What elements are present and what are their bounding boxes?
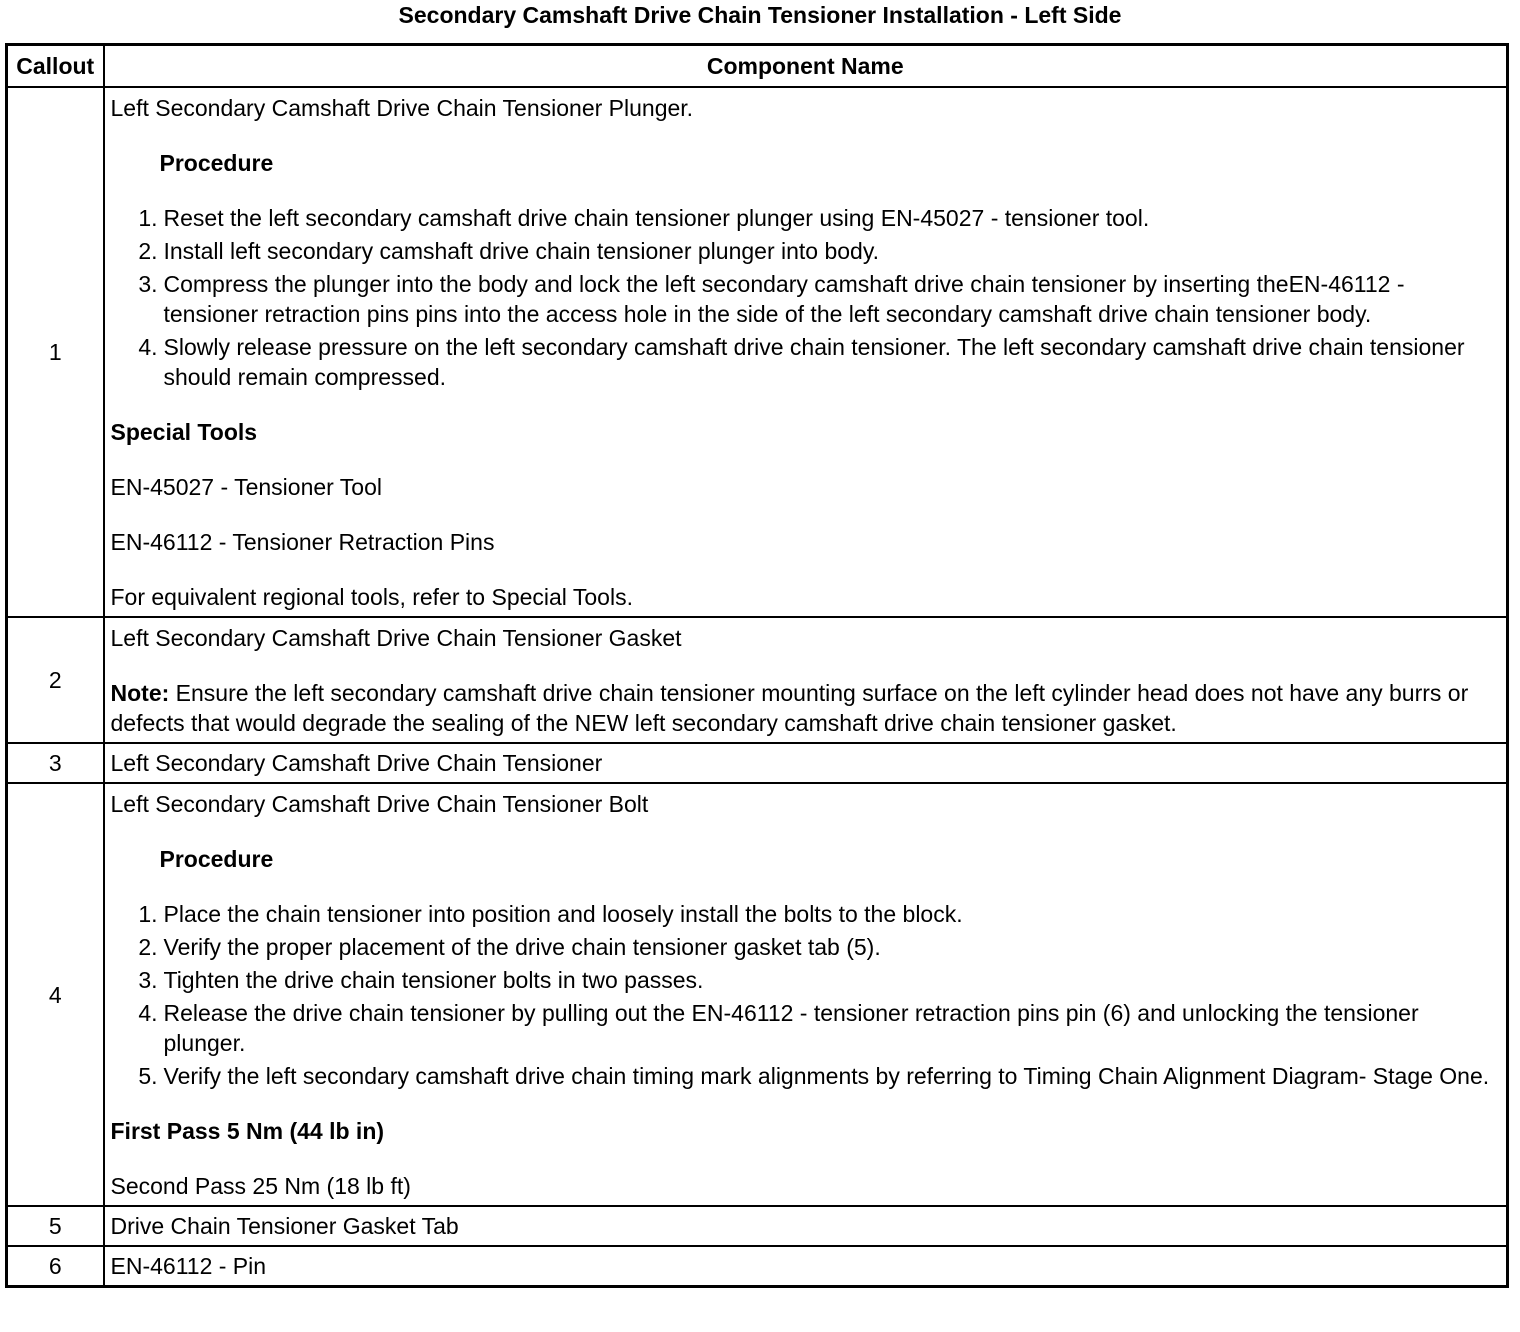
callout-table	[5, 43, 1509, 1288]
callout-number: 1	[7, 87, 104, 617]
procedure-step: 1. Place the chain tensioner into position and loosely install the bolts to the block.	[138, 901, 963, 927]
component-name: Left Secondary Camshaft Drive Chain Tensioner	[104, 743, 1508, 783]
special-tools-label: Special Tools	[110, 419, 258, 445]
procedure-step: 4. Slowly release pressure on the left secondary camshaft drive chain tensioner. The left secondary camshaft drive chain tensioner should remain compressed.	[138, 334, 1465, 390]
procedure-step: 2. Verify the proper placement of the drive chain tensioner gasket tab (5).	[138, 934, 881, 960]
component-name: EN-46112 - Pin	[104, 1246, 1508, 1287]
table-row	[7, 87, 1508, 617]
note-text: Ensure the left secondary camshaft drive chain tensioner mounting surface on the left cylinder head does not have any burrs or defects that would degrade the sealing of the NEW left secondary camshaft drive chain tensioner gasket.	[110, 680, 1469, 736]
torque-first-pass: First Pass 5 Nm (44 lb in)	[110, 1118, 385, 1144]
header-component-name: Component Name	[104, 45, 1508, 88]
callout-number: 4	[7, 783, 104, 1206]
note	[111, 678, 1501, 738]
table-row	[7, 1246, 1508, 1287]
procedure-steps	[111, 203, 1501, 392]
callout-number: 5	[7, 1206, 104, 1246]
torque-second-pass: Second Pass 25 Nm (18 lb ft)	[110, 1173, 411, 1199]
component-cell	[104, 783, 1508, 1206]
document-title: Secondary Camshaft Drive Chain Tensioner Installation - Left Side	[398, 2, 1122, 28]
special-tool-item: EN-46112 - Tensioner Retraction Pins	[110, 529, 495, 555]
procedure-step: 2. Install left secondary camshaft drive chain tensioner plunger into body.	[138, 238, 880, 264]
table-header-row	[7, 45, 1508, 88]
callout-number: 2	[7, 617, 104, 743]
regional-tools-note: For equivalent regional tools, refer to Special Tools.	[110, 584, 633, 610]
callout-number: 6	[7, 1246, 104, 1287]
procedure-label: Procedure	[159, 150, 274, 176]
procedure-step: 4. Release the drive chain tensioner by pulling out the EN-46112 - tensioner retraction pins pin (6) and unlocking the tensioner plunger.	[138, 1000, 1419, 1056]
component-name: Left Secondary Camshaft Drive Chain Tensioner Gasket	[110, 625, 682, 651]
procedure-label: Procedure	[159, 846, 274, 872]
procedure-step: 1. Reset the left secondary camshaft drive chain tensioner plunger using EN-45027 - tensioner tool.	[138, 205, 1150, 231]
procedure-step: 3. Compress the plunger into the body and lock the left secondary camshaft drive chain tensioner by inserting theEN-46112 - tensioner retraction pins pins into the access hole in the side of the left secondary camshaft drive chain tensioner body.	[138, 271, 1405, 327]
component-cell	[104, 87, 1508, 617]
component-name: Left Secondary Camshaft Drive Chain Tensioner Bolt	[110, 791, 649, 817]
component-name: Drive Chain Tensioner Gasket Tab	[104, 1206, 1508, 1246]
table-row	[7, 617, 1508, 743]
component-name: Left Secondary Camshaft Drive Chain Tensioner Plunger.	[110, 95, 694, 121]
table-row	[7, 743, 1508, 783]
special-tool-item: EN-45027 - Tensioner Tool	[110, 474, 382, 500]
component-cell	[104, 617, 1508, 743]
table-row	[7, 783, 1508, 1206]
table-row	[7, 1206, 1508, 1246]
callout-number: 3	[7, 743, 104, 783]
note-label: Note:	[110, 680, 170, 706]
procedure-steps	[111, 899, 1501, 1091]
procedure-step: 3. Tighten the drive chain tensioner bolts in two passes.	[138, 967, 704, 993]
procedure-step: 5. Verify the left secondary camshaft drive chain timing mark alignments by referring to Timing Chain Alignment Diagram- Stage One.	[138, 1063, 1490, 1089]
header-callout: Callout	[7, 45, 104, 88]
